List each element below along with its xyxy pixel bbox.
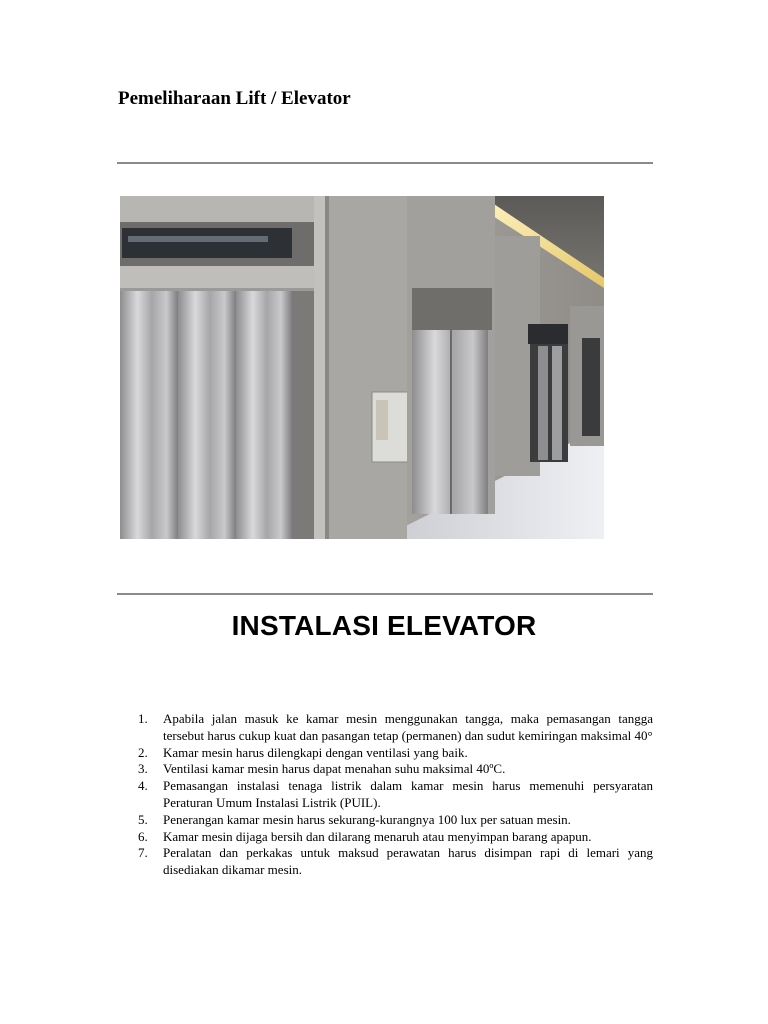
list-item-number: 4. [138,778,148,794]
list-item-number: 3. [138,761,148,777]
list-item-text: Penerangan kamar mesin harus sekurang-kurangnya 100 lux per satuan mesin. [163,811,571,827]
list-item-number: 1. [138,711,148,726]
list-item-number: 5. [138,811,148,827]
list-item-number: 2. [138,744,148,760]
page-title: Pemeliharaan Lift / Elevator [118,88,351,109]
list-item-text: Kamar mesin dijaga bersih dan dilarang menaruh atau menyimpan barang apapun. [163,828,592,844]
list-item [118,812,653,829]
horizontal-divider-top [117,162,653,164]
list-item-text: Apabila jalan masuk ke kamar mesin menggunakan tangga, maka pemasangan tangga tersebut harus cukup kuat dan pasangan tetap (permanen) dan sudut kemiringan maksimal 40° [163,711,653,743]
section-heading: INSTALASI ELEVATOR [231,610,537,641]
requirements-list [118,711,653,879]
list-item-text: Ventilasi kamar mesin harus dapat menahan suhu maksimal 40ºC. [163,761,506,777]
list-item [118,745,653,762]
list-item-number: 7. [138,845,148,861]
list-item-number: 6. [138,828,148,844]
list-item-text: Kamar mesin harus dilengkapi dengan ventilasi yang baik. [163,744,468,760]
horizontal-divider-bottom [117,593,653,595]
list-item [118,761,653,778]
elevator-lobby-photo [120,196,604,539]
list-item-text: Pemasangan instalasi tenaga listrik dalam kamar mesin harus memenuhi persyaratan Peraturan Umum Instalasi Listrik (PUIL). [163,778,653,810]
list-item [118,778,653,812]
list-item-text: Peralatan dan perkakas untuk maksud perawatan harus disimpan rapi di lemari yang disediakan dikamar mesin. [163,845,653,878]
list-item [118,845,653,879]
list-item [118,711,653,745]
list-item [118,829,653,846]
